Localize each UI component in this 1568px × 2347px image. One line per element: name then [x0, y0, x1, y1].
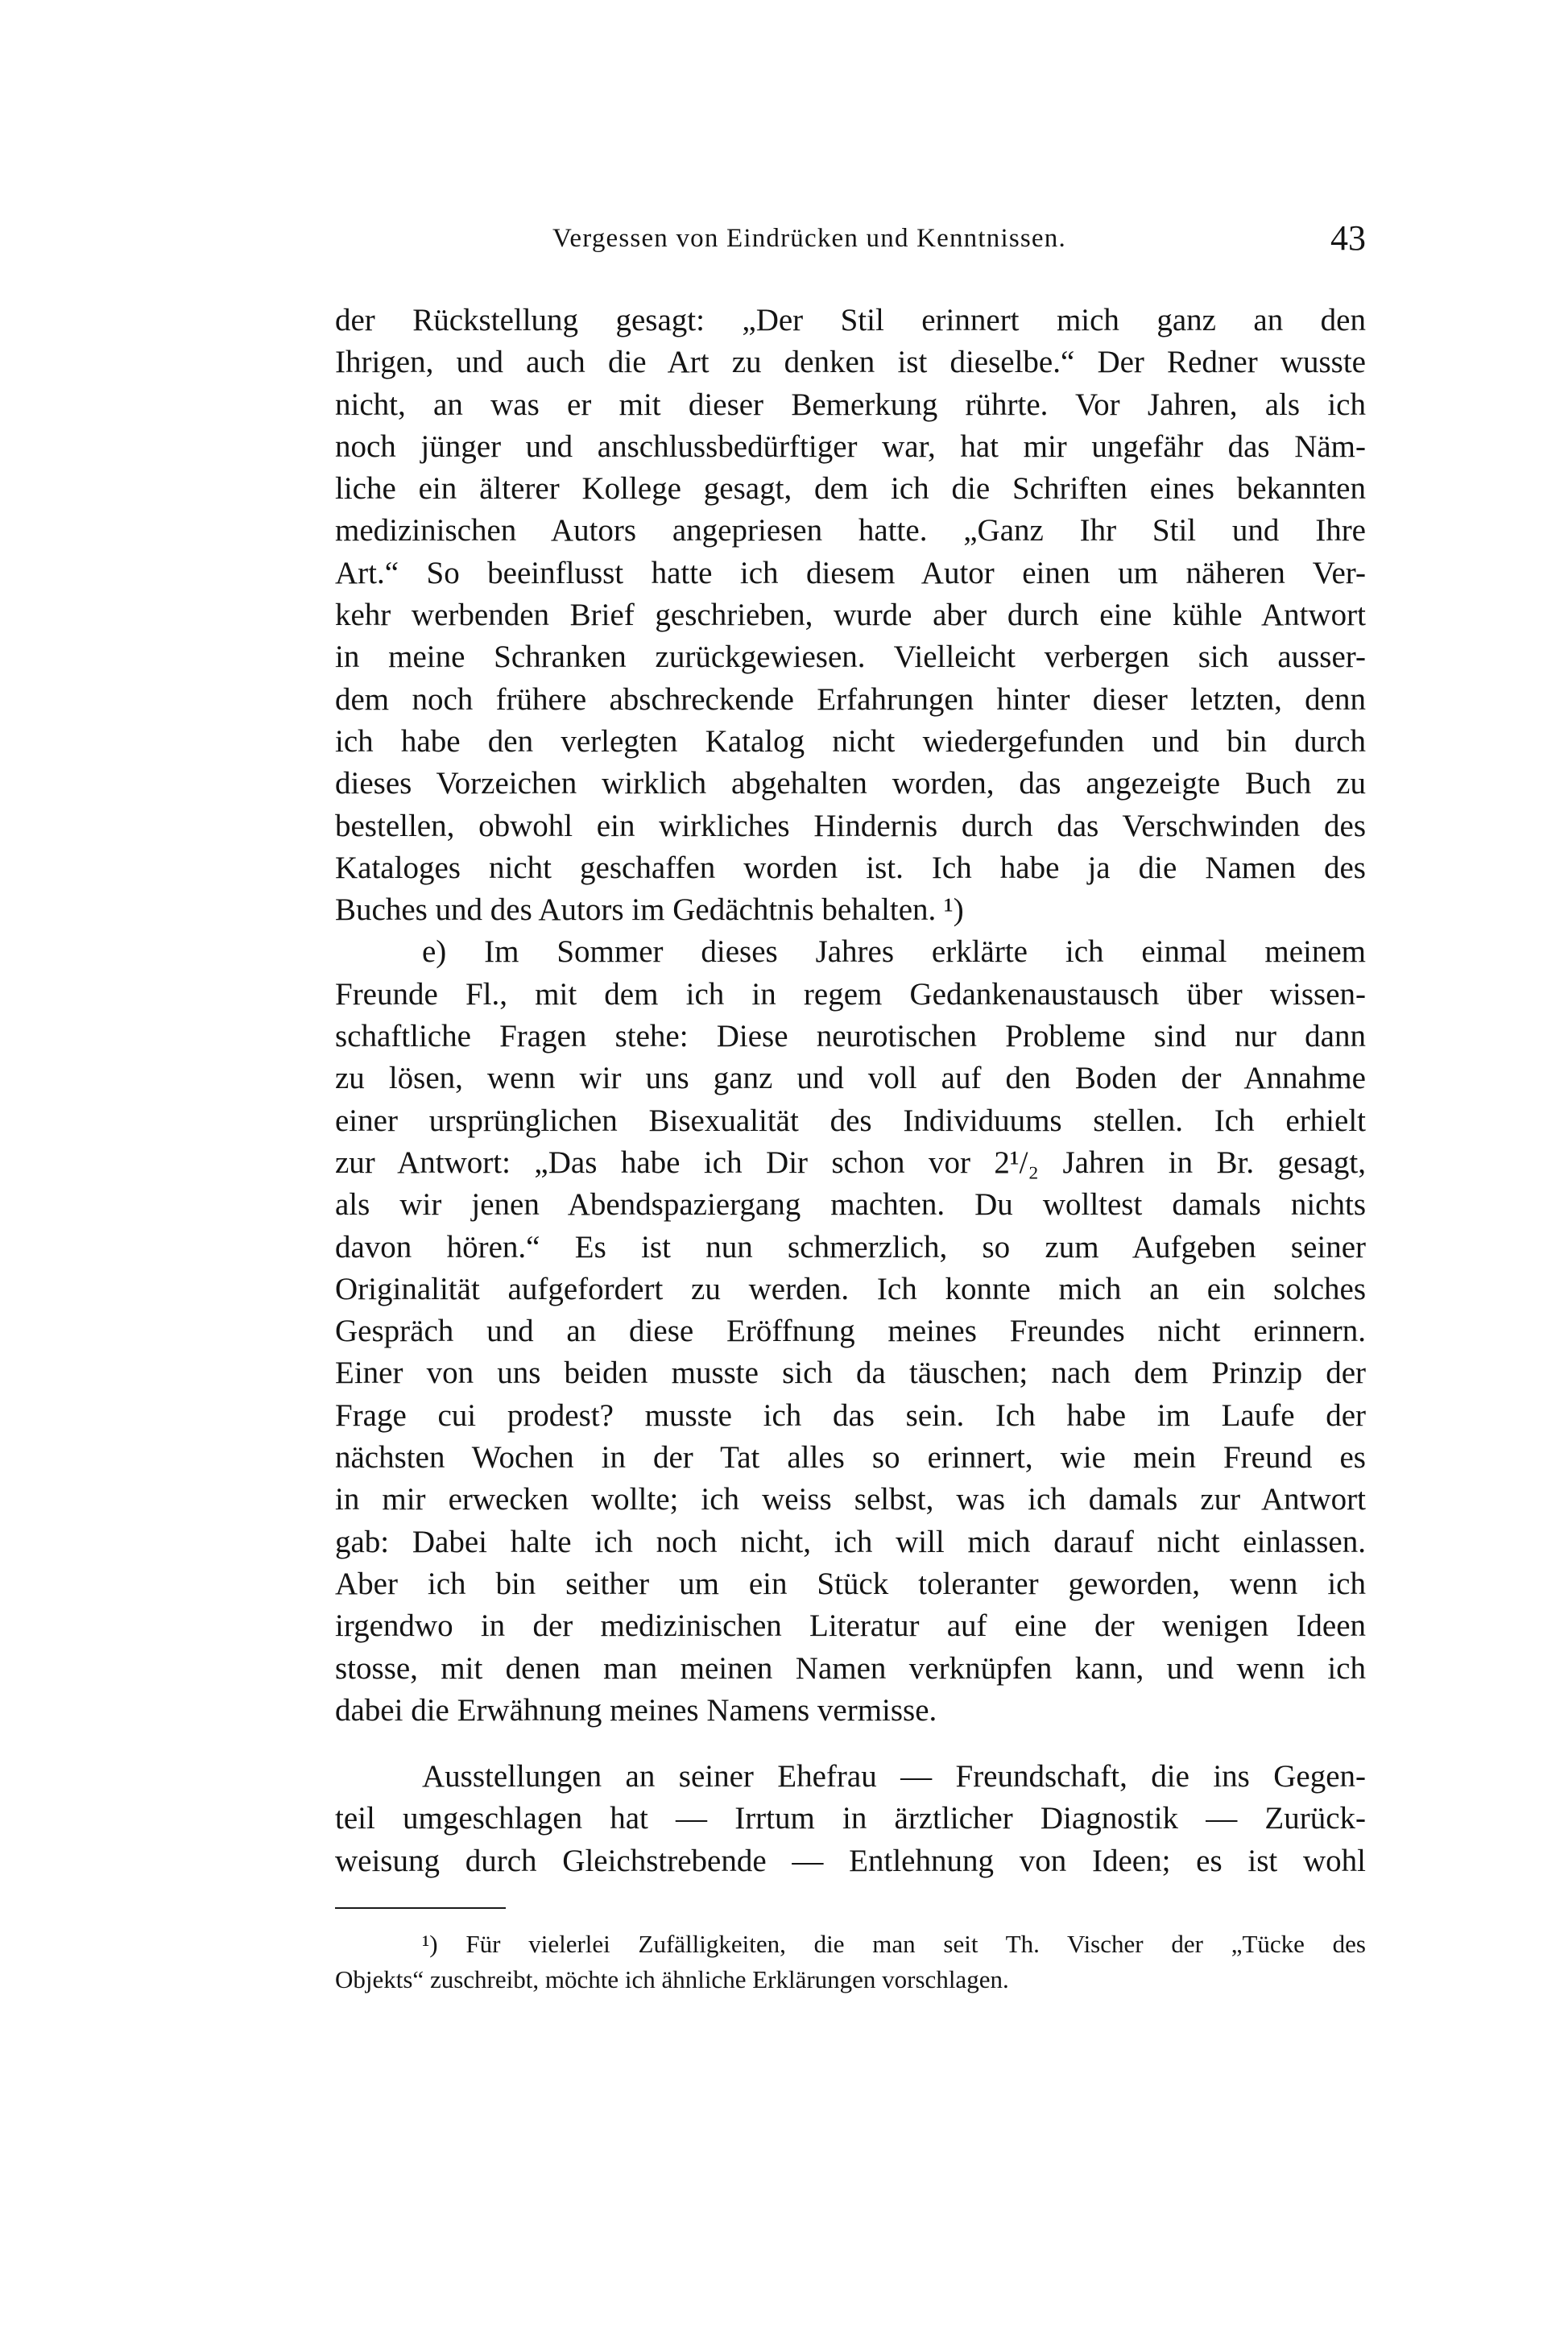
text-line: dieses Vorzeichen wirklich abgehalten worden, das angezeigte Buch zu [335, 766, 1366, 801]
text-line: liche ein älterer Kollege gesagt, dem ich die Schriften eines bekannten [335, 471, 1366, 507]
page-number: 43 [1330, 218, 1366, 258]
text-line: kehr werbenden Brief geschrieben, wurde aber durch eine kühle Antwort [335, 598, 1366, 633]
text-line: ich habe den verlegten Katalog nicht wiedergefunden und bin durch [335, 723, 1366, 759]
text-line: Buches und des Autors im Gedächtnis behalten. ¹) [335, 892, 964, 928]
text-line: weisung durch Gleichstrebende — Entlehnung von Ideen; es ist wohl [335, 1843, 1366, 1878]
running-title: Vergessen von Eindrücken und Kenntnissen. [552, 224, 1066, 253]
paragraph-2 [335, 931, 1366, 1732]
text-line: teil umgeschlagen hat — Irrtum in ärztlicher Diagnostik — Zurück- [335, 1801, 1366, 1836]
text-line: der Rückstellung gesagt: „Der Stil erinnert mich ganz an den [335, 303, 1366, 337]
text-line: Originalität aufgefordert zu werden. Ich konnte mich an ein solches [335, 1271, 1366, 1306]
text-line: dabei die Erwähnung meines Namens vermisse. [335, 1692, 937, 1728]
text-line: Einer von uns beiden musste sich da täuschen; nach dem Prinzip der [335, 1356, 1366, 1391]
text-line: nächsten Wochen in der Tat alles so erinnert, wie mein Freund es [335, 1440, 1366, 1476]
paragraph-gap [335, 1732, 1366, 1756]
paragraph-3 [335, 1756, 1366, 1882]
text-line: in mir erwecken wollte; ich weiss selbst, was ich damals zur Antwort [335, 1482, 1366, 1517]
text-line: bestellen, obwohl ein wirkliches Hindernis durch das Verschwinden des [335, 808, 1366, 843]
text-line: schaftliche Fragen stehe: Diese neurotischen Probleme sind nur dann [335, 1019, 1366, 1054]
text-line: Ausstellungen an seiner Ehefrau — Freundschaft, die ins Gegen- [422, 1759, 1366, 1794]
footnote [335, 1927, 1366, 1997]
text-line: als wir jenen Abendspaziergang machten. Du wolltest damals nichts [335, 1187, 1366, 1223]
text-line: zu lösen, wenn wir uns ganz und voll auf den Boden der Annahme [335, 1061, 1366, 1096]
footnote-line: Objekts“ zuschreibt, möchte ich ähnliche Erklärungen vorschlagen. [335, 1965, 1009, 1993]
footnote-rule [335, 1907, 506, 1909]
text-line: Kataloges nicht geschaffen worden ist. Ich habe ja die Namen des [335, 850, 1366, 885]
text-line: davon hören.“ Es ist nun schmerzlich, so zum Aufgeben seiner [335, 1229, 1366, 1265]
text-line: Gespräch und an diese Eröffnung meines Freundes nicht erinnern. [335, 1314, 1366, 1349]
text-line: stosse, mit denen man meinen Namen verknüpfen kann, und wenn ich [335, 1650, 1366, 1686]
running-head [335, 217, 1366, 266]
text-line: gab: Dabei halte ich noch nicht, ich will mich darauf nicht einlassen. [335, 1524, 1366, 1559]
text-line: Ihrigen, und auch die Art zu denken ist dieselbe.“ Der Redner wusste [335, 345, 1366, 380]
text-line: zur Antwort: „Das habe ich Dir schon vor 2¹/₂ Jahren in Br. gesagt, [335, 1145, 1366, 1180]
text-line: dem noch frühere abschreckende Erfahrungen hinter dieser letzten, denn [335, 681, 1366, 717]
footnote-line: ¹) Für vielerlei Zufälligkeiten, die man seit Th. Vischer der „Tücke des [422, 1930, 1366, 1958]
text-line: einer ursprünglichen Bisexualität des Individuums stellen. Ich erhielt [335, 1103, 1366, 1138]
body-text [335, 300, 1366, 1882]
text-line: Art.“ So beeinflusst hatte ich diesem Autor einen um näheren Ver- [335, 555, 1366, 590]
text-line: irgendwo in der medizinischen Literatur auf eine der wenigen Ideen [335, 1608, 1366, 1644]
text-line: Freunde Fl., mit dem ich in regem Gedankenaustausch über wissen- [335, 976, 1366, 1012]
text-line: noch jünger und anschlussbedürftiger war, hat mir ungefähr das Näm- [335, 428, 1366, 464]
text-line: nicht, an was er mit dieser Bemerkung rührte. Vor Jahren, als ich [335, 387, 1366, 422]
text-line: medizinischen Autors angepriesen hatte. „Ganz Ihr Stil und Ihre [335, 513, 1366, 548]
paragraph-1 [335, 300, 1366, 931]
text-line: e) Im Sommer dieses Jahres erklärte ich einmal meinem [422, 934, 1366, 970]
text-line: in meine Schranken zurückgewiesen. Vielleicht verbergen sich ausser- [335, 640, 1366, 675]
text-line: Frage cui prodest? musste ich das sein. Ich habe im Laufe der [335, 1397, 1366, 1433]
text-line: Aber ich bin seither um ein Stück toleranter geworden, wenn ich [335, 1566, 1366, 1601]
